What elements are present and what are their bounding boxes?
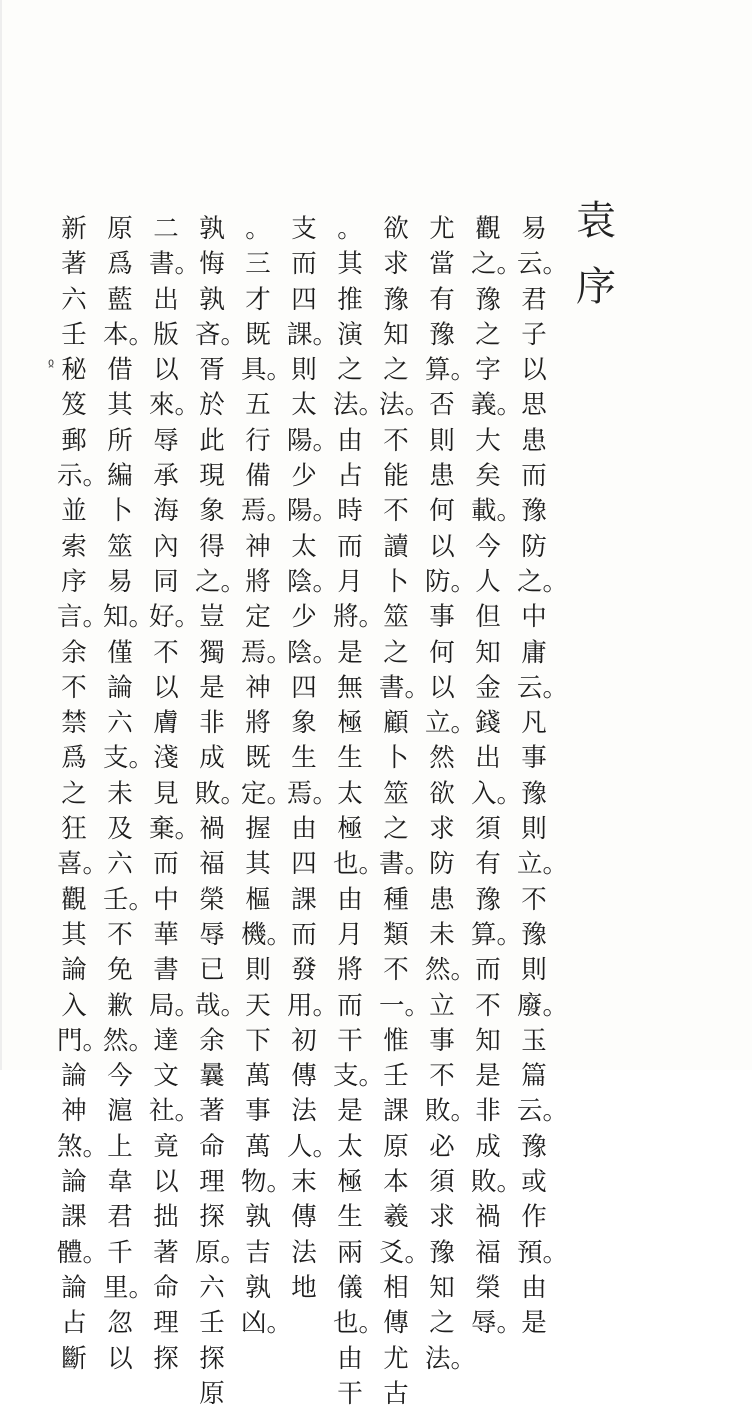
- text-column-3: 尤當有豫算。否則患何以防。事何以立。然欲求防患未然。立事不敗。必須求豫知之法。: [425, 214, 477, 1374]
- text-column-6: 支而四課。則太陽。少陽。太陰。少陰。四象生焉。由四課而發用。初傳法人。末傳法地: [287, 214, 339, 1303]
- text-column-4: 欲求豫知之法。不能不讀卜筮之書。顧卜筮之書。種類不一。惟壬課原本羲爻。相傳尤古: [379, 214, 431, 1409]
- text-column-9: 二書。出版以來。辱承海內同好。不以膚淺見棄。而中華書局。達文社。竟以拙著命理探: [149, 214, 201, 1374]
- title-char-1: 袁: [576, 198, 616, 244]
- margin-mark: ჲ: [48, 355, 55, 369]
- text-column-8: 孰悔孰吝。胥於此現象得之。豈獨是非成敗。禍福榮辱已哉。余曩著命理探原。六壬探原: [195, 214, 247, 1409]
- text-column-11: 新著六壬秘笈郵示。並索序言。余不禁爲之狂喜。觀其論入門。論神煞。論課體。論占斷: [57, 214, 109, 1374]
- title-char-2: 序: [576, 264, 616, 310]
- text-column-1: 易云。君子以思患而豫防之。中庸云。凡事豫則立。不豫則廢。玉篇云。豫或作預。由是: [517, 214, 569, 1339]
- preface-title: [568, 188, 624, 320]
- text-column-5: 。其推演之法。由占時而月將。是無極生太極也。由月將而干支。是太極生兩儀也。由干: [333, 214, 385, 1409]
- text-column-2: 觀之。豫之字義。大矣載。今人但知金錢出入。須有豫算。而不知是非成敗。禍福榮辱。: [471, 214, 523, 1339]
- text-column-10: 原爲藍本。借其所編卜筮易知。僅論六支。未及六壬。不免歉然。今滬上韋君千里。忽以: [103, 214, 155, 1374]
- text-column-7: 。三才既具。五行備焉。神將定焉。神將既定。握其樞機。則天下萬事萬物。孰吉孰凶。: [241, 214, 293, 1339]
- left-page-edge: [0, 0, 2, 1070]
